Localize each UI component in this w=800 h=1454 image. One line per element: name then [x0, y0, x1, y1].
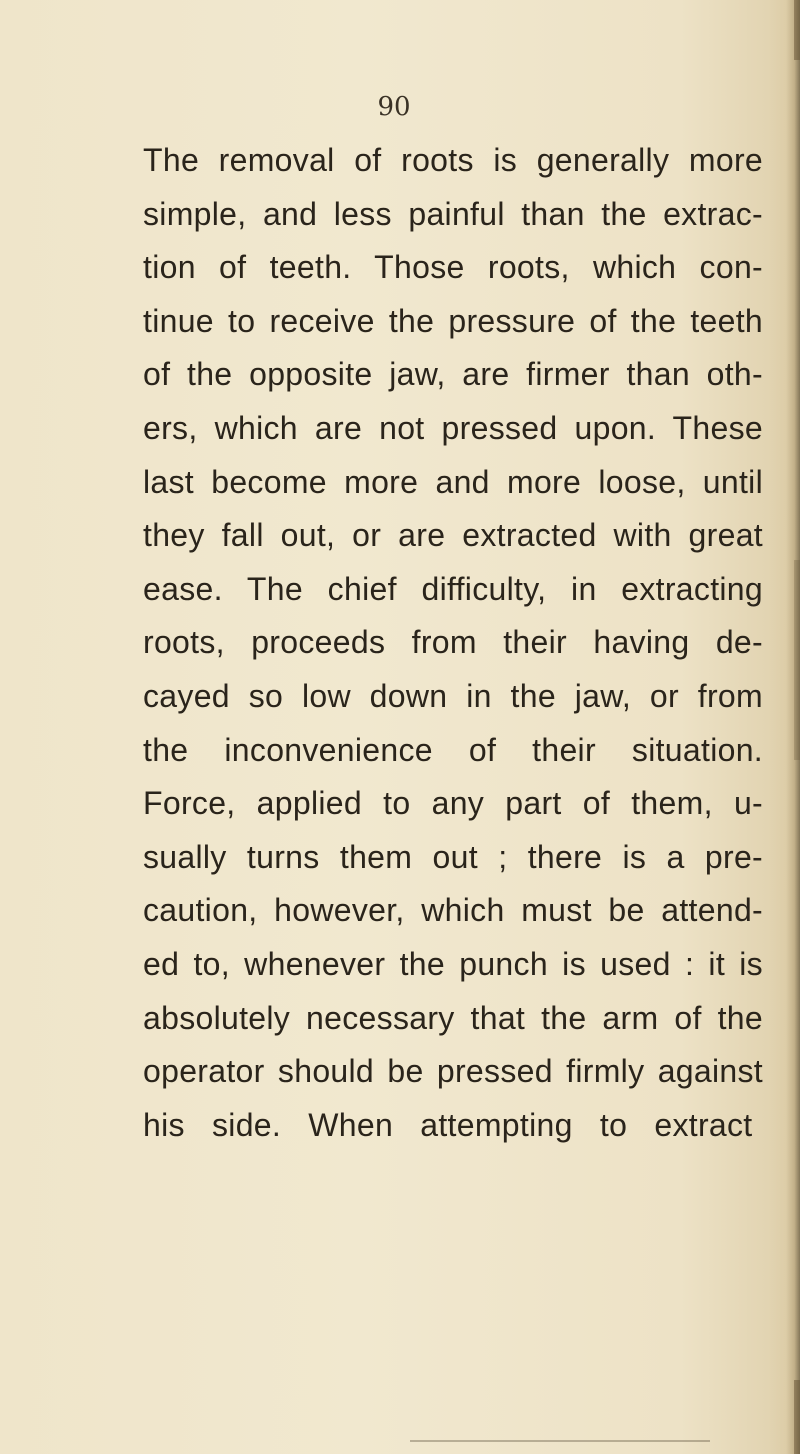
text-line: sually turns them out ; there is a pre-: [143, 838, 763, 875]
text-line: the inconvenience of their situation.: [143, 731, 763, 768]
text-line: ers, which are not pressed upon. These: [143, 409, 763, 446]
text-line: they fall out, or are extracted with great: [143, 517, 763, 554]
text-line: his side. When attempting to extract: [143, 1106, 753, 1143]
text-line: last become more and more loose, until: [143, 463, 763, 500]
text-line: Force, applied to any part of them, u-: [143, 785, 763, 822]
text-line: ed to, whenever the punch is used : it is: [143, 945, 763, 982]
text-line: absolutely necessary that the arm of the: [143, 999, 763, 1036]
page-bottom-rule: [410, 1440, 710, 1442]
text-line: tion of teeth. Those roots, which con-: [143, 249, 763, 286]
body-text: [143, 134, 763, 1152]
text-line: The removal of roots is generally more: [143, 142, 763, 178]
text-line: ease. The chief difficulty, in extracting: [143, 570, 763, 607]
text-line: roots, proceeds from their having de-: [143, 624, 763, 661]
text-line: caution, however, which must be attend-: [143, 892, 763, 929]
text-line: tinue to receive the pressure of the teeth: [143, 302, 763, 339]
page-edge-mark: [794, 560, 800, 760]
text-line: of the opposite jaw, are firmer than oth-: [143, 356, 763, 393]
page-edge-mark: [794, 0, 800, 60]
page-number: 90: [377, 92, 411, 122]
page-edge-mark: [794, 1380, 800, 1454]
text-line: cayed so low down in the jaw, or from: [143, 677, 763, 714]
text-line: operator should be pressed firmly against: [143, 1053, 763, 1090]
text-line: simple, and less painful than the extrac-: [143, 195, 763, 232]
